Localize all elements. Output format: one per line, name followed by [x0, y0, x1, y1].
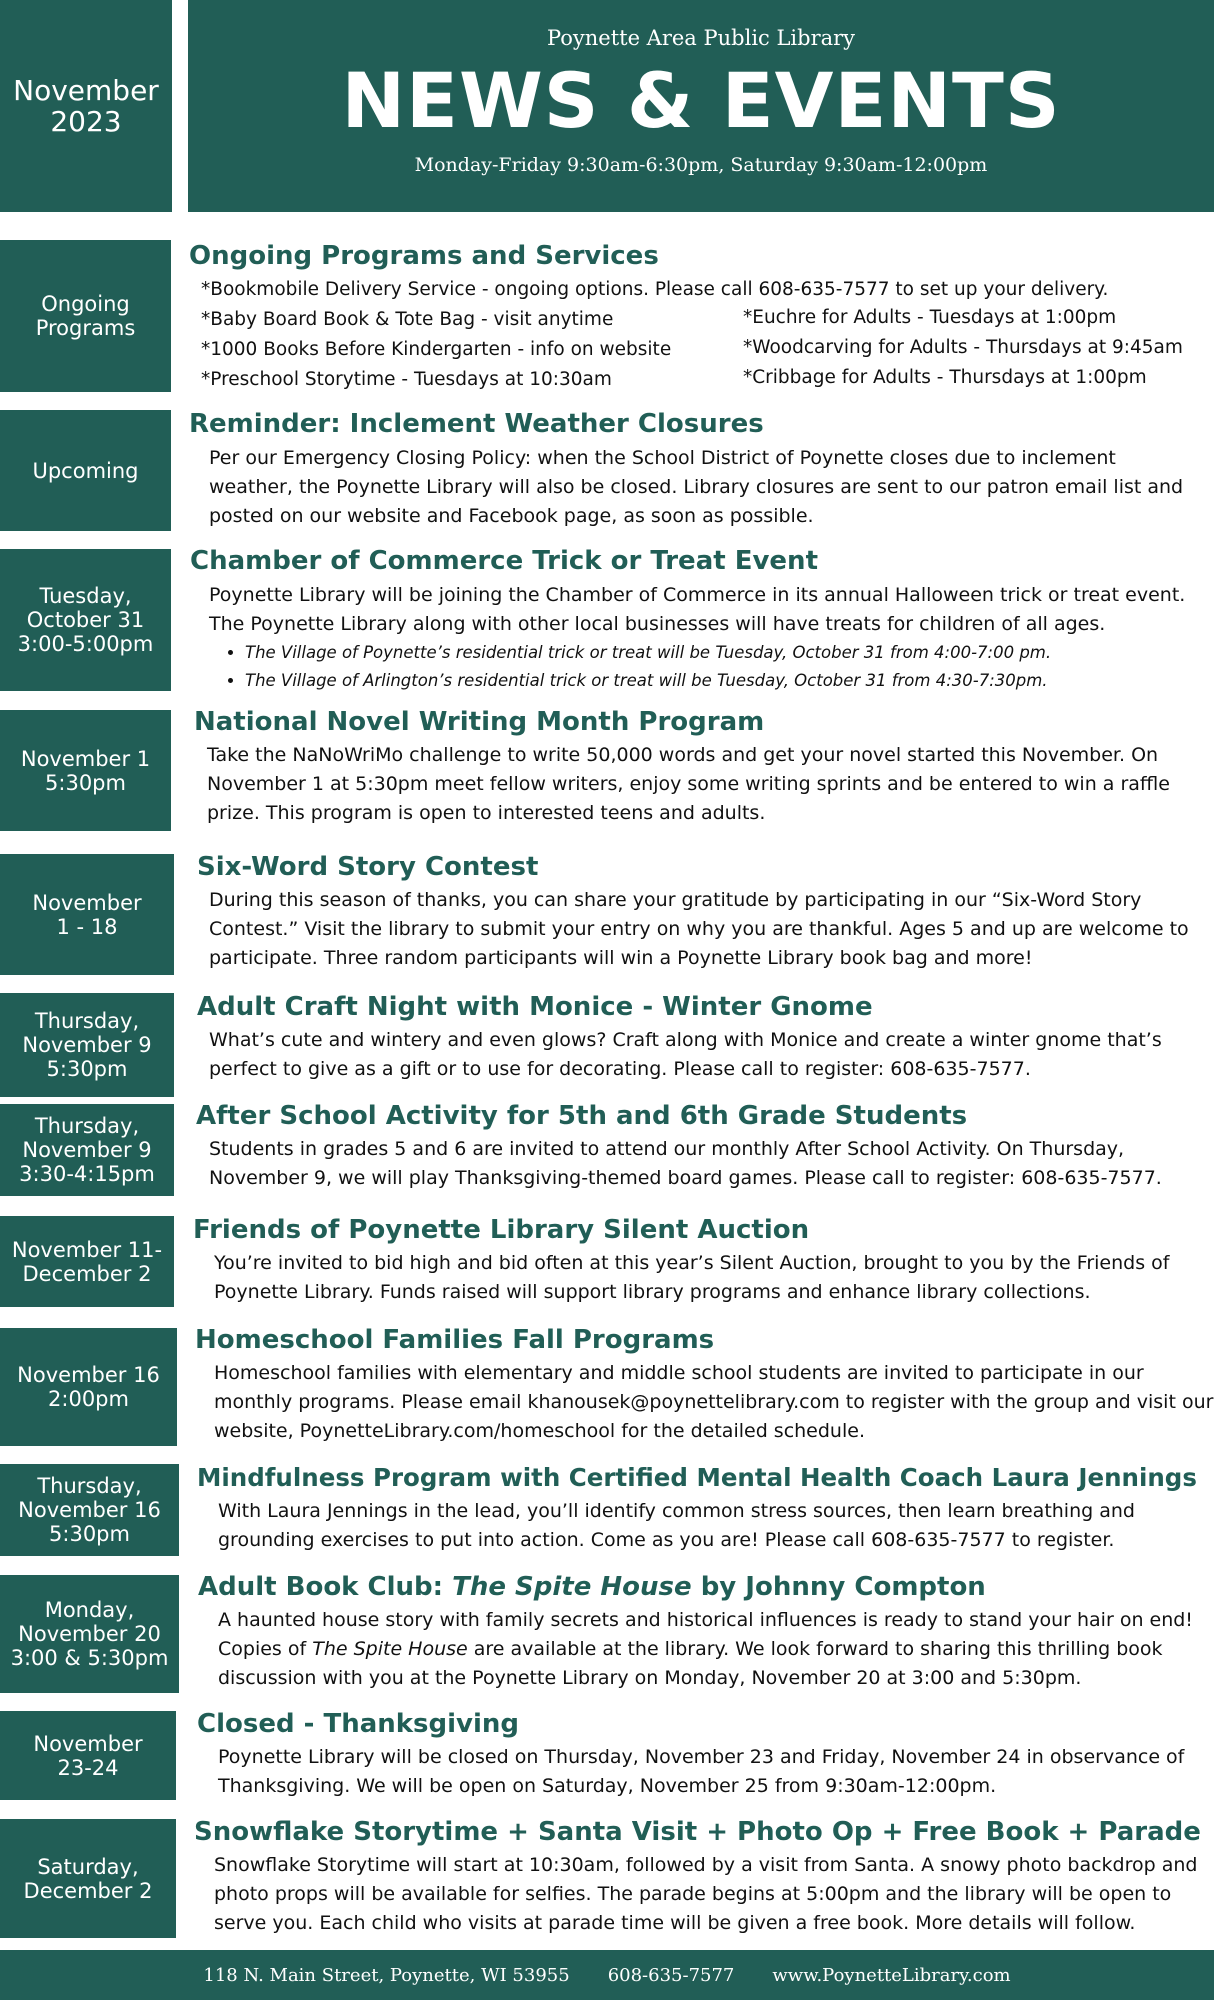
- date-tab-label: Upcoming: [32, 458, 139, 483]
- date-tab-snowflake: [0, 1819, 176, 1938]
- date-tab-upcoming: [0, 410, 171, 531]
- library-hours: Monday-Friday 9:30am-6:30pm, Saturday 9:30am-12:00pm: [414, 154, 988, 176]
- date-tab-label: Ongoing Programs: [35, 292, 136, 340]
- section-body-thanksgiving: Poynette Library will be closed on Thursday, November 23 and Friday, November 24 in observance of Thanksgiving. We will be open on Saturday, November 25 from 9:30am-12:00pm.: [218, 1746, 1185, 1797]
- ongoing-item: *Baby Board Book & Tote Bag - visit anytime: [201, 309, 614, 330]
- date-tab-label: Tuesday, October 31 3:00-5:00pm: [17, 584, 154, 656]
- date-tab-label: Thursday, November 16 5:30pm: [18, 1474, 161, 1546]
- section-body-silent-auction: You’re invited to bid high and bid often at this year’s Silent Auction, brought to you by the Friends of Poynette Library. Funds raised will support library programs and enhance library collections.: [214, 1252, 1170, 1303]
- section-title-six-word: Six-Word Story Contest: [197, 852, 539, 882]
- section-body-mindfulness: With Laura Jennings in the lead, you’ll identify common stress sources, then learn breathing and grounding exercises to put into action. Come as you are! Please call 608-635-7577 to register.: [218, 1500, 1135, 1551]
- section-title-after-school: After School Activity for 5th and 6th Grade Students: [196, 1101, 968, 1131]
- ongoing-item: *1000 Books Before Kindergarten - info on website: [201, 339, 672, 360]
- date-tab-label: November 23-24: [33, 1731, 143, 1780]
- section-title-homeschool: Homeschool Families Fall Programs: [195, 1325, 715, 1355]
- ongoing-left-column: [201, 305, 743, 395]
- date-tab-label: Thursday, November 9 5:30pm: [22, 1009, 152, 1081]
- section-title-trick-or-treat: Chamber of Commerce Trick or Treat Event: [190, 546, 818, 576]
- date-tab-label: Saturday, December 2: [23, 1854, 153, 1903]
- date-tab-after-school: [0, 1104, 174, 1196]
- section-body-trick-or-treat: [209, 581, 1209, 695]
- section-title-weather: Reminder: Inclement Weather Closures: [189, 409, 764, 439]
- header-banner: [188, 0, 1214, 212]
- section-title-craft-night: Adult Craft Night with Monice - Winter Gnome: [197, 992, 873, 1022]
- section-title-snowflake: Snowflake Storytime + Santa Visit + Photo Op + Free Book + Parade: [194, 1817, 1201, 1847]
- section-body-snowflake: Snowflake Storytime will start at 10:30am, followed by a visit from Santa. A snowy photo backdrop and photo props will be available for selfies. The parade begins at 5:00pm and the library will be open to serve you. Each child who visits at parade time will be given a free book. More details will follow.: [214, 1854, 1198, 1934]
- section-title-nanowrimo: National Novel Writing Month Program: [194, 707, 765, 737]
- section-body-six-word: During this season of thanks, you can share your gratitude by participating in our “Six-Word Story Contest.” Visit the library to submit your entry on why you are thankful. Ages 5 and up are welcome to participate. Three random participants will win a Poynette Library book bag and more!: [209, 889, 1189, 969]
- book-club-body-end: are available at the library. We look forward to sharing this thrilling book discussion with you at the Poynette Library on Monday, November 20 at 3:00 and 5:30pm.: [218, 1638, 1163, 1689]
- ongoing-line-bookmobile: *Bookmobile Delivery Service - ongoing options. Please call 608-635-7577 to set up your delivery.: [201, 279, 1109, 300]
- date-tab-craft-night: [0, 993, 174, 1097]
- date-tab-book-club: [0, 1575, 179, 1693]
- footer-bar: [0, 1950, 1214, 2000]
- trick-body: Poynette Library will be joining the Chamber of Commerce in its annual Halloween trick or treat event. The Poynette Library along with other local businesses will have treats for children of all ages.: [209, 584, 1186, 635]
- section-body-weather: Per our Emergency Closing Policy: when the School District of Poynette closes due to inclement weather, the Poynette Library will also be closed. Library closures are sent to our patron email list and posted on our website and Facebook page, as soon as possible.: [209, 447, 1184, 527]
- library-name: Poynette Area Public Library: [546, 26, 856, 50]
- date-tab-six-word: [0, 854, 174, 975]
- date-tab-mindfulness: [0, 1464, 179, 1556]
- book-club-title-prefix: Adult Book Club:: [198, 1572, 453, 1602]
- ongoing-item: *Woodcarving for Adults - Thursdays at 9:45am: [743, 337, 1183, 358]
- date-tab-label: November 1 - 18: [32, 890, 142, 939]
- date-tab-label: Thursday, November 9 3:30-4:15pm: [19, 1114, 155, 1186]
- page-title: NEWS & EVENTS: [341, 56, 1061, 145]
- book-club-title-suffix: by Johnny Compton: [691, 1572, 986, 1602]
- section-body-nanowrimo: Take the NaNoWriMo challenge to write 50,000 words and get your novel started this November. On November 1 at 5:30pm meet fellow writers, enjoy some writing sprints and be entered to win a raffle prize. This program is open to interested teens and adults.: [207, 744, 1170, 824]
- book-title-inline: The Spite House: [312, 1638, 468, 1660]
- date-tab-label: November 1 5:30pm: [20, 746, 151, 795]
- date-tab-thanksgiving: [0, 1711, 176, 1800]
- section-title-thanksgiving: Closed - Thanksgiving: [197, 1709, 520, 1739]
- ongoing-item: *Preschool Storytime - Tuesdays at 10:30am: [201, 369, 612, 390]
- section-title-ongoing: Ongoing Programs and Services: [189, 241, 659, 271]
- section-body-homeschool: Homeschool families with elementary and middle school students are invited to participate in our monthly programs. Please email khanousek@poynettelibrary.com to register with the group and visit our website, PoynetteLibrary.com/homeschool for the detailed schedule.: [214, 1362, 1214, 1442]
- section-body-ongoing: [201, 275, 1214, 395]
- month-badge: [0, 0, 172, 212]
- date-tab-label: November 11- December 2: [11, 1237, 163, 1286]
- footer-address: 118 N. Main Street, Poynette, WI 53955: [203, 1964, 570, 1986]
- date-tab-ongoing: [0, 240, 171, 392]
- list-item: • The Village of Poynette’s residential trick or treat will be Tuesday, October 31 from 4:00-7:00 pm.: [245, 639, 1209, 667]
- footer-website-link[interactable]: www.PoynetteLibrary.com: [772, 1964, 1011, 1986]
- ongoing-item: *Cribbage for Adults - Thursdays at 1:00pm: [743, 367, 1147, 388]
- trick-bullet-list: [209, 639, 1209, 695]
- month-label: November 2023: [13, 74, 159, 138]
- date-tab-silent-auction: [0, 1216, 174, 1307]
- section-body-book-club: [218, 1606, 1198, 1693]
- footer-phone: 608-635-7577: [607, 1964, 735, 1986]
- section-body-craft-night: What’s cute and wintery and even glows? Craft along with Monice and create a winter gnome that’s perfect to give as a gift or to use for decorating. Please call to register: 608-635-7577.: [209, 1029, 1162, 1080]
- section-title-mindfulness: Mindfulness Program with Certified Mental Health Coach Laura Jennings: [197, 1463, 1197, 1492]
- section-title-book-club: [198, 1572, 986, 1602]
- section-title-silent-auction: Friends of Poynette Library Silent Auction: [193, 1215, 810, 1245]
- date-tab-label: November 16 2:00pm: [17, 1363, 160, 1411]
- ongoing-item: *Euchre for Adults - Tuesdays at 1:00pm: [743, 307, 1117, 328]
- list-item: • The Village of Arlington’s residential trick or treat will be Tuesday, October 31 from 4:30-7:30pm.: [245, 667, 1209, 695]
- date-tab-homeschool: [0, 1328, 177, 1446]
- section-body-after-school: Students in grades 5 and 6 are invited to attend our monthly After School Activity. On Thursday, November 9, we will play Thanksgiving-themed board games. Please call to register: 608-635-7577.: [209, 1138, 1162, 1189]
- book-club-body-start: A haunted house story with family secrets and historical influences is ready to stand your hair on end! Copies of: [218, 1609, 1193, 1660]
- date-tab-nanowrimo: [0, 710, 171, 831]
- ongoing-right-column: [743, 303, 1183, 395]
- date-tab-trick-or-treat: [0, 549, 171, 691]
- ongoing-columns: [201, 305, 1214, 395]
- book-title: The Spite House: [452, 1572, 692, 1602]
- date-tab-label: Monday, November 20 3:00 & 5:30pm: [10, 1598, 169, 1670]
